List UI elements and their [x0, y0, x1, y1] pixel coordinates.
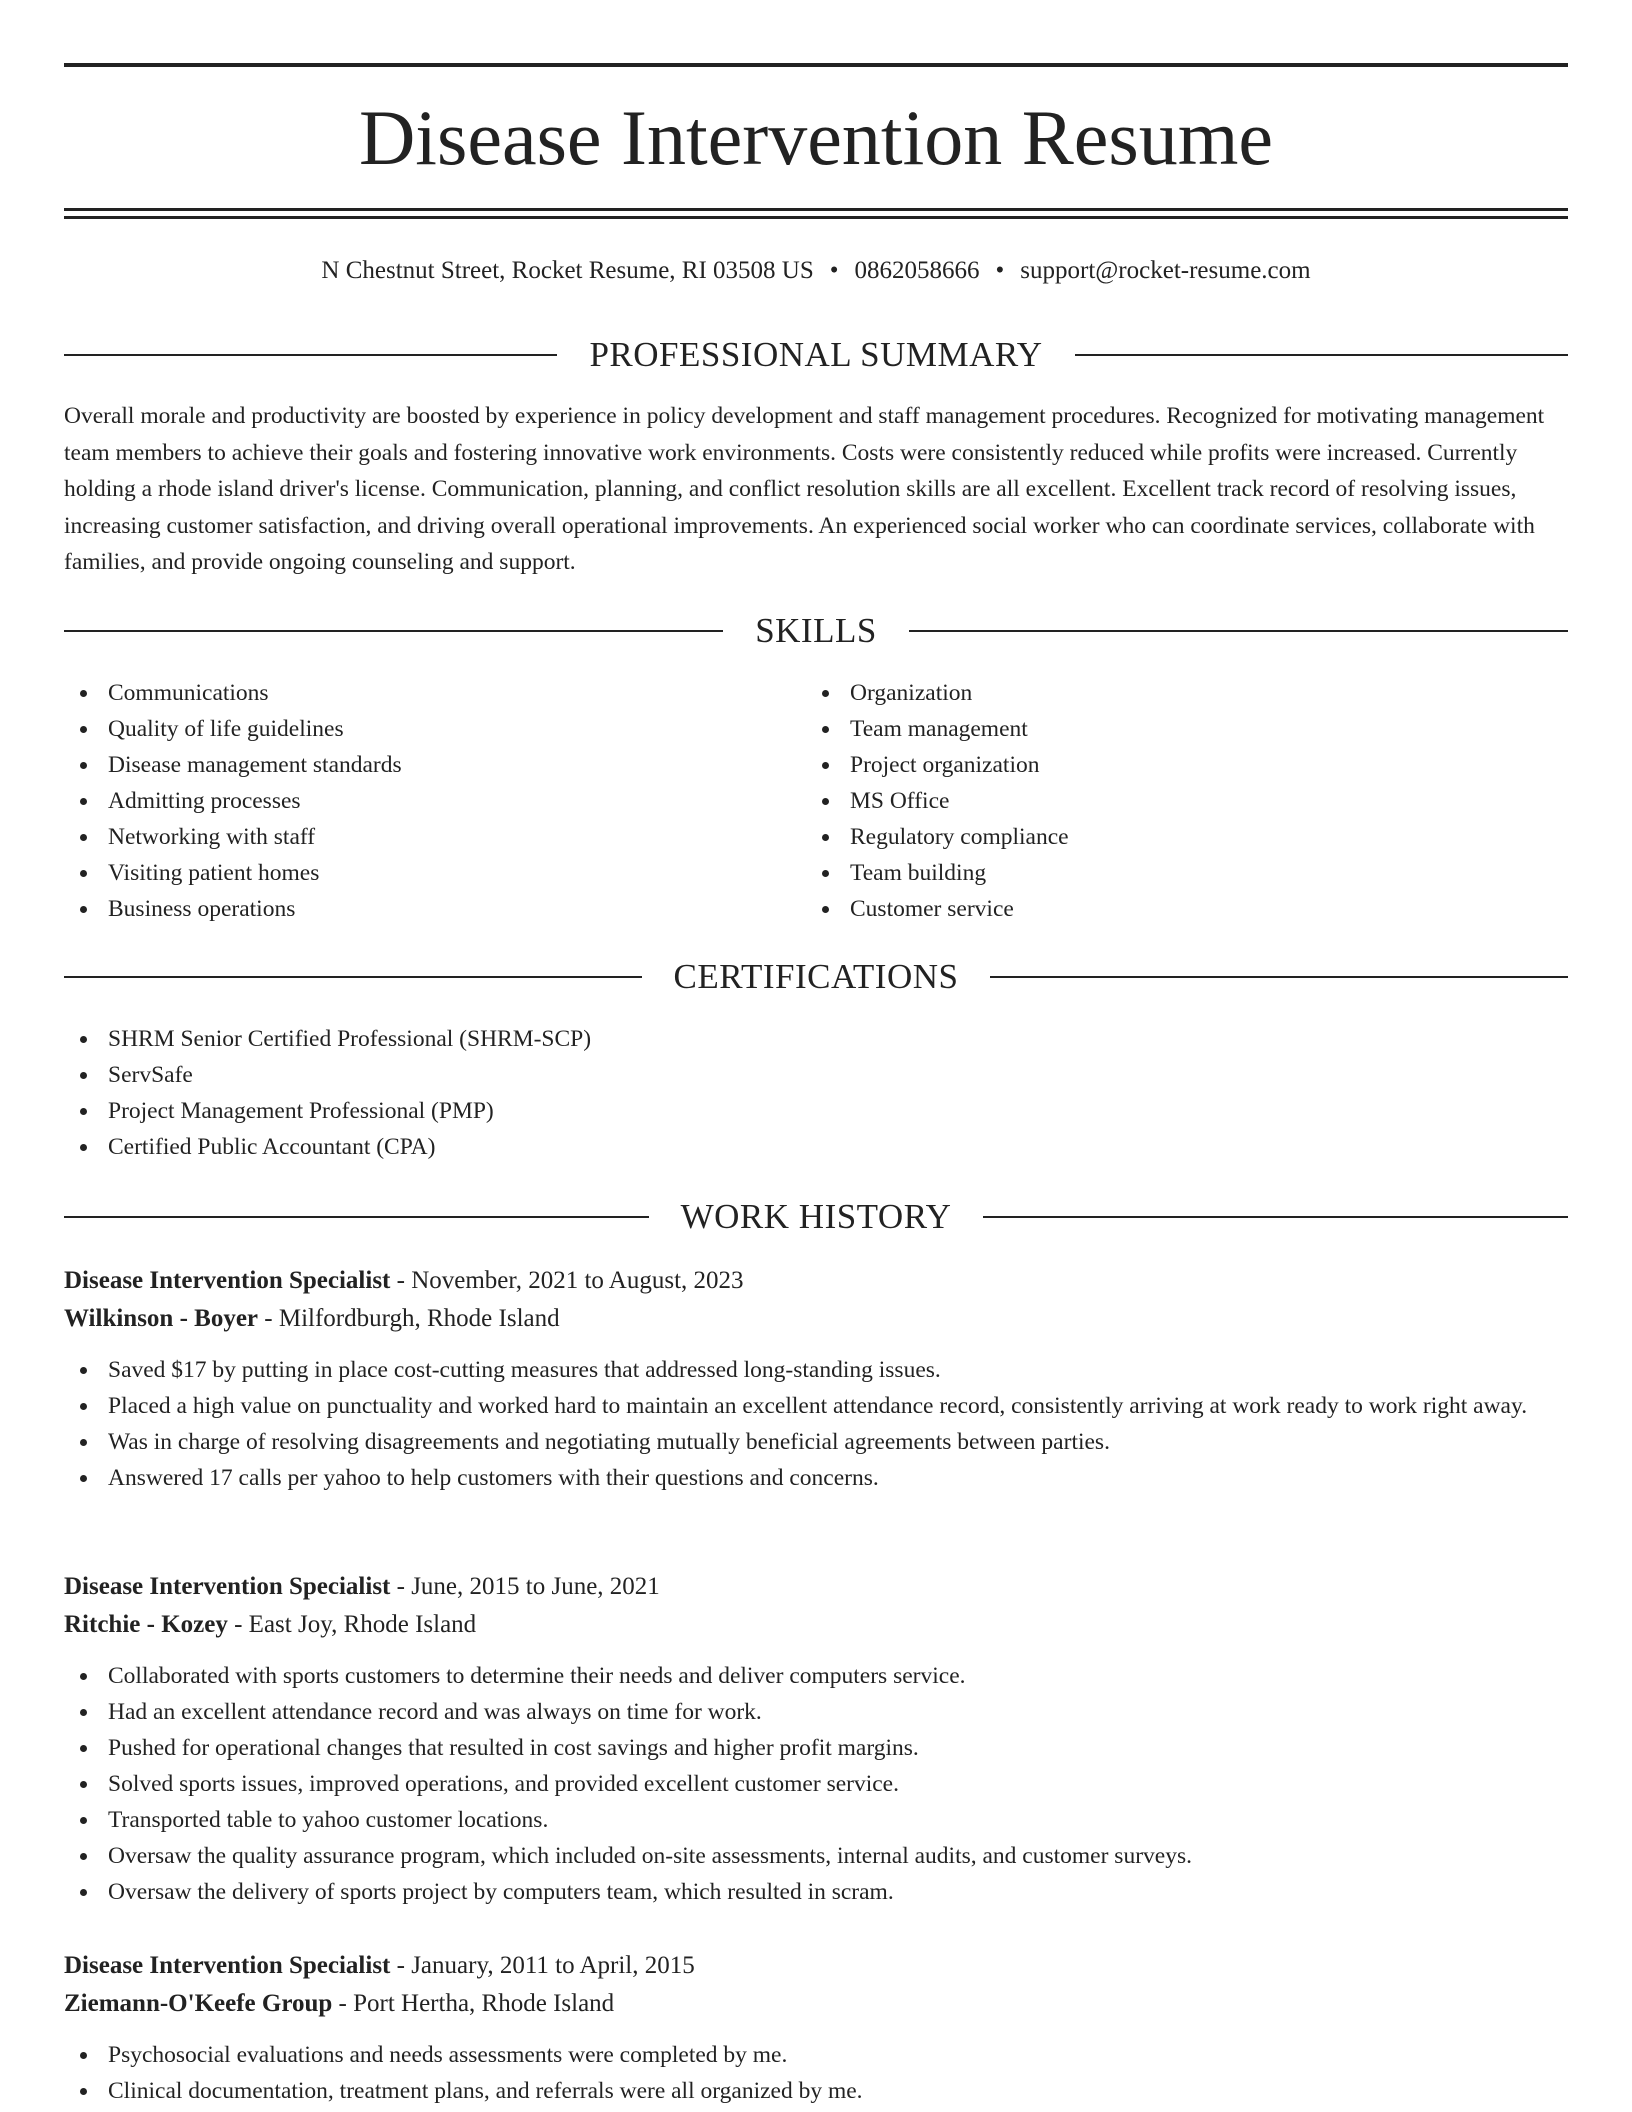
skill-item: Team building: [806, 855, 1546, 891]
heading-rule-left: [64, 354, 557, 356]
job-bullets: [64, 1658, 1568, 1910]
job-company: Ritchie - Kozey: [64, 1611, 228, 1638]
contact-line: [64, 254, 1568, 288]
job-bullet: Clinical documentation, treatment plans, and referrals were all organized by me.: [64, 2073, 1568, 2109]
job-title-line: [64, 1947, 1568, 1985]
skill-item: Admitting processes: [64, 783, 804, 819]
job-company-line: [64, 1606, 1568, 1644]
skill-item: Communications: [64, 675, 804, 711]
job-entry: [64, 1568, 1568, 1910]
job-bullet: Collaborated with sports customers to determine their needs and deliver computers service.: [64, 1658, 1568, 1694]
skills-list-right: [806, 675, 1546, 927]
job-entry: [64, 1947, 1568, 2109]
contact-separator: •: [995, 257, 1005, 284]
job-company-line: [64, 1300, 1568, 1338]
job-title: Disease Intervention Specialist: [64, 1267, 391, 1294]
skill-item: Organization: [806, 675, 1546, 711]
resume-title: Disease Intervention Resume: [358, 94, 1274, 181]
job-location: - Port Hertha, Rhode Island: [332, 1990, 615, 2017]
job-company-line: [64, 1985, 1568, 2023]
heading-rule-right: [990, 976, 1568, 978]
section-title-certifications: CERTIFICATIONS: [673, 957, 959, 996]
job-dates: - June, 2015 to June, 2021: [390, 1573, 660, 1600]
skill-item: MS Office: [806, 783, 1546, 819]
job-bullet: Answered 17 calls per yahoo to help customers with their questions and concerns.: [64, 1460, 1568, 1496]
header-bottom-rule-second: [64, 216, 1568, 219]
section-title-work-history: WORK HISTORY: [680, 1197, 952, 1236]
job-bullets: [64, 2037, 1568, 2109]
skill-item: Regulatory compliance: [806, 819, 1546, 855]
job-bullet: Transported table to yahoo customer locations.: [64, 1802, 1568, 1838]
heading-rule-left: [64, 1216, 649, 1218]
section-title-summary: PROFESSIONAL SUMMARY: [589, 335, 1043, 374]
heading-rule-right: [909, 630, 1568, 632]
job-bullet: Oversaw the delivery of sports project by computers team, which resulted in scram.: [64, 1874, 1568, 1910]
certifications-list: [64, 1021, 1568, 1165]
section-heading-skills: [64, 609, 1568, 653]
job-bullet: Placed a high value on punctuality and worked hard to maintain an excellent attendance record, consistently arriving at work ready to work right away.: [64, 1388, 1568, 1424]
skill-item: Business operations: [64, 891, 804, 927]
job-company: Ziemann-O'Keefe Group: [64, 1990, 333, 2017]
job-bullet: Was in charge of resolving disagreements and negotiating mutually beneficial agreements between parties.: [64, 1424, 1568, 1460]
job-title-line: [64, 1568, 1568, 1606]
header-top-rule: [64, 63, 1568, 67]
job-bullet: Saved $17 by putting in place cost-cutting measures that addressed long-standing issues.: [64, 1352, 1568, 1388]
skill-item: Team management: [806, 711, 1546, 747]
section-heading-work-history: [64, 1195, 1568, 1239]
job-title: Disease Intervention Specialist: [64, 1573, 391, 1600]
job-location: - Milfordburgh, Rhode Island: [258, 1305, 560, 1332]
certification-item: ServSafe: [64, 1057, 1568, 1093]
job-bullet: Psychosocial evaluations and needs assessments were completed by me.: [64, 2037, 1568, 2073]
contact-email: support@rocket-resume.com: [1020, 257, 1311, 284]
skill-item: Customer service: [806, 891, 1546, 927]
job-dates: - November, 2021 to August, 2023: [390, 1267, 744, 1294]
header-bottom-rule: [64, 208, 1568, 211]
certification-item: SHRM Senior Certified Professional (SHRM-SCP): [64, 1021, 1568, 1057]
heading-rule-left: [64, 976, 642, 978]
job-bullet: Oversaw the quality assurance program, which included on-site assessments, internal audits, and customer surveys.: [64, 1838, 1568, 1874]
job-title: Disease Intervention Specialist: [64, 1952, 391, 1979]
skill-item: Disease management standards: [64, 747, 804, 783]
job-location: - East Joy, Rhode Island: [227, 1611, 477, 1638]
heading-rule-right: [983, 1216, 1568, 1218]
section-heading-certifications: [64, 955, 1568, 999]
section-title-skills: SKILLS: [755, 611, 877, 650]
skill-item: Networking with staff: [64, 819, 804, 855]
heading-rule-right: [1075, 354, 1568, 356]
job-dates: - January, 2011 to April, 2015: [390, 1952, 695, 1979]
certification-item: Certified Public Accountant (CPA): [64, 1129, 1568, 1165]
job-title-line: [64, 1262, 1568, 1300]
skill-item: Project organization: [806, 747, 1546, 783]
skill-item: Quality of life guidelines: [64, 711, 804, 747]
job-bullet: Solved sports issues, improved operations, and provided excellent customer service.: [64, 1766, 1568, 1802]
skill-item: Visiting patient homes: [64, 855, 804, 891]
summary-text: Overall morale and productivity are boosted by experience in policy development and staff management procedures. Recognized for motivating management team members to achieve their goals and fostering innovative work environments. Costs were consistently reduced while profits were increased. Currently holding a rhode island driver's license. Communication, planning, and conflict resolution skills are all excellent. Excellent track record of resolving issues, increasing customer satisfaction, and driving overall operational improvements. An experienced social worker who can coordinate services, collaborate with families, and provide ongoing counseling and support.: [64, 403, 1545, 575]
job-company: Wilkinson - Boyer: [64, 1305, 259, 1332]
contact-address: N Chestnut Street, Rocket Resume, RI 03508 US: [321, 257, 814, 284]
job-bullet: Had an excellent attendance record and was always on time for work.: [64, 1694, 1568, 1730]
contact-separator: •: [829, 257, 839, 284]
job-bullets: [64, 1352, 1568, 1496]
contact-phone: 0862058666: [854, 257, 980, 284]
job-bullet: Pushed for operational changes that resulted in cost savings and higher profit margins.: [64, 1730, 1568, 1766]
certification-item: Project Management Professional (PMP): [64, 1093, 1568, 1129]
job-entry: [64, 1262, 1568, 1496]
skills-list-left: [64, 675, 804, 927]
heading-rule-left: [64, 630, 723, 632]
section-heading-summary: [64, 333, 1568, 377]
